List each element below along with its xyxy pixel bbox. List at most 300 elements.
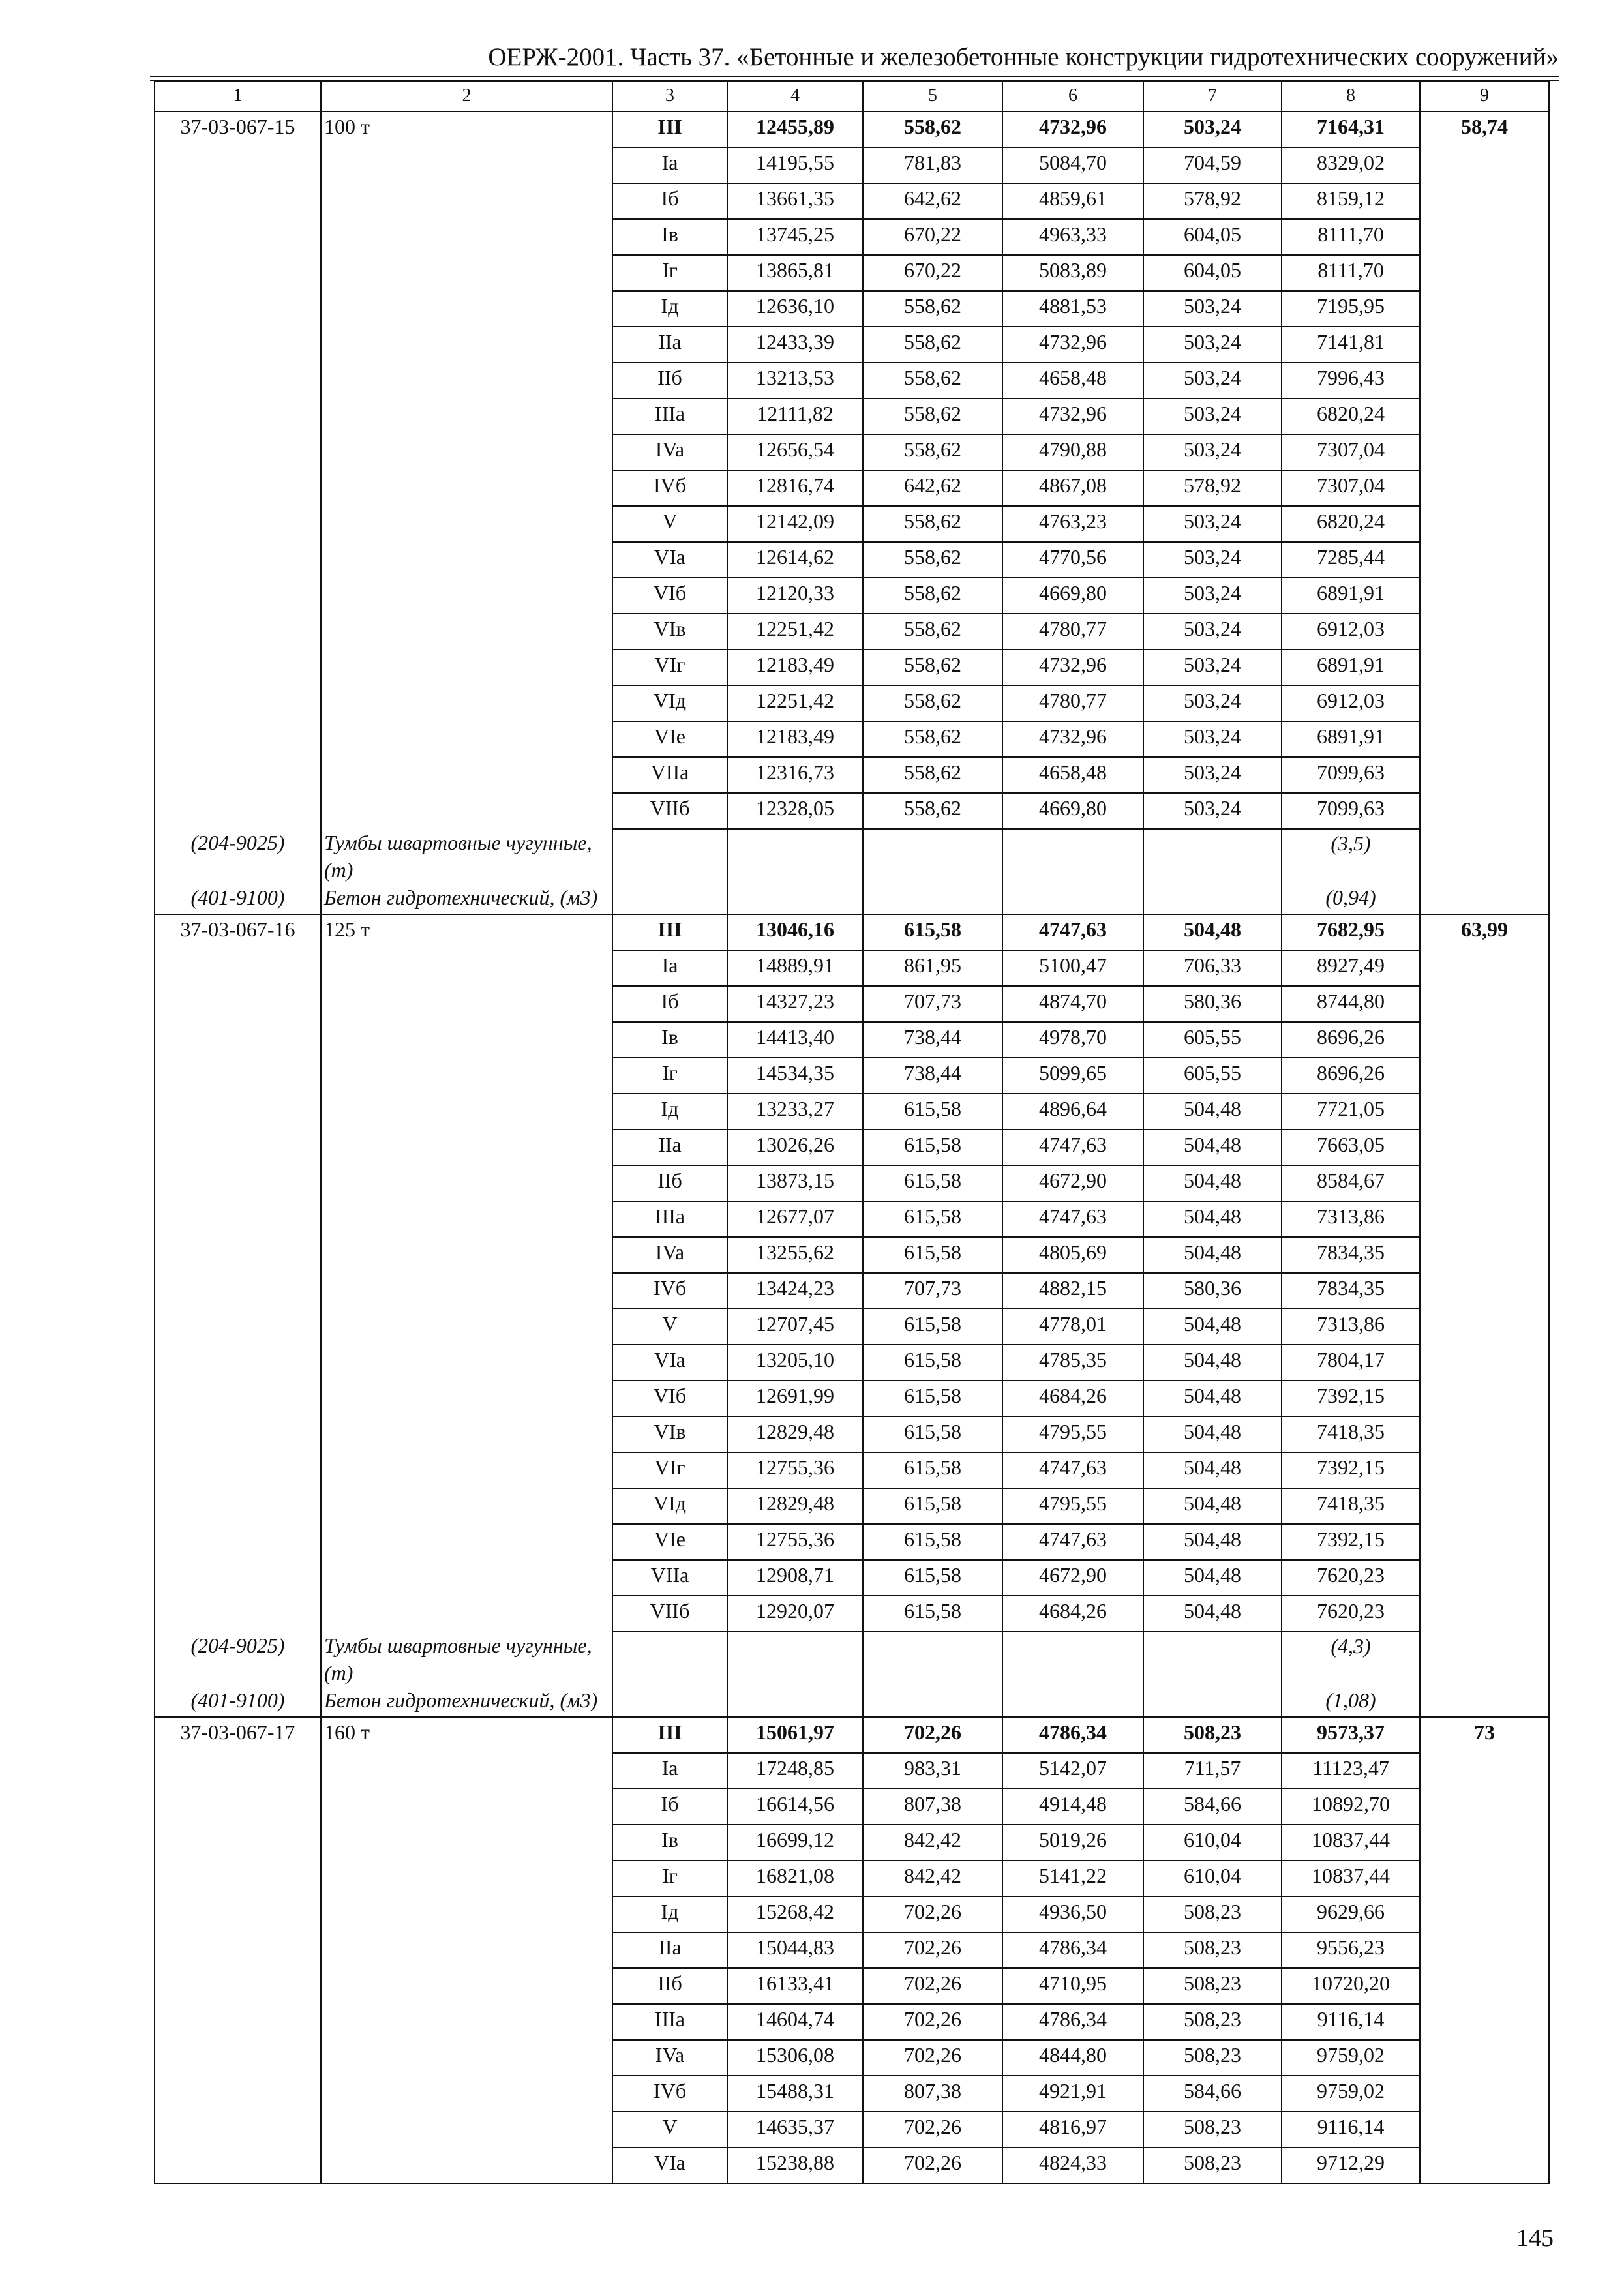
- zone-cell: IVa: [612, 1237, 727, 1273]
- value-cell: 12656,54: [727, 434, 863, 470]
- value-cell: 5019,26: [1002, 1825, 1143, 1861]
- table-cell: [155, 255, 321, 291]
- table-cell: [321, 219, 612, 255]
- value-cell: 4710,95: [1002, 1968, 1143, 2004]
- resource-row: [155, 1632, 1549, 1686]
- value-cell: 4672,90: [1002, 1560, 1143, 1596]
- value-cell: 10892,70: [1282, 1789, 1420, 1825]
- value-cell: 4747,63: [1002, 1130, 1143, 1165]
- table-row: [155, 1237, 1549, 1273]
- table-cell: [321, 1058, 612, 1094]
- value-cell: 615,58: [863, 1416, 1002, 1452]
- table-row: [155, 147, 1549, 183]
- table-cell: [155, 2040, 321, 2076]
- table-row: [155, 1717, 1549, 1753]
- table-cell: [727, 829, 863, 884]
- value-cell: 504,48: [1143, 1165, 1282, 1201]
- table-row: [155, 219, 1549, 255]
- zone-cell: IIa: [612, 327, 727, 363]
- value-cell: 558,62: [863, 434, 1002, 470]
- value-cell: 504,48: [1143, 1416, 1282, 1452]
- value-cell: 12908,71: [727, 1560, 863, 1596]
- value-cell: 615,58: [863, 1201, 1002, 1237]
- zone-cell: IIIa: [612, 1201, 727, 1237]
- table-cell: [321, 1488, 612, 1524]
- value-cell: 558,62: [863, 578, 1002, 614]
- table-cell: [321, 1596, 612, 1632]
- table-row: [155, 1488, 1549, 1524]
- table-row: [155, 1381, 1549, 1416]
- table-cell: [1420, 1094, 1549, 1130]
- value-cell: 12829,48: [727, 1416, 863, 1452]
- table-cell: [155, 1488, 321, 1524]
- value-cell: 503,24: [1143, 112, 1282, 147]
- value-cell: 604,05: [1143, 219, 1282, 255]
- value-cell: 4747,63: [1002, 1201, 1143, 1237]
- table-cell: [1420, 2040, 1549, 2076]
- table-cell: [1420, 1932, 1549, 1968]
- value-cell: 702,26: [863, 1968, 1002, 2004]
- table-cell: [1420, 1416, 1549, 1452]
- table-row: [155, 434, 1549, 470]
- table-cell: [321, 1022, 612, 1058]
- value-cell: 5084,70: [1002, 147, 1143, 183]
- table-cell: [1420, 650, 1549, 685]
- value-cell: 558,62: [863, 793, 1002, 829]
- resource-name: Бетон гидротехнический, (м3): [321, 1686, 612, 1717]
- table-cell: [321, 255, 612, 291]
- value-cell: 9116,14: [1282, 2112, 1420, 2147]
- value-cell: 702,26: [863, 2112, 1002, 2147]
- value-cell: 578,92: [1143, 183, 1282, 219]
- table-row: [155, 578, 1549, 614]
- column-number: 9: [1420, 82, 1549, 112]
- table-row: [155, 1165, 1549, 1201]
- table-cell: [321, 1345, 612, 1381]
- value-cell: 807,38: [863, 1789, 1002, 1825]
- table-cell: [1420, 219, 1549, 255]
- value-cell: 508,23: [1143, 2112, 1282, 2147]
- table-cell: [321, 1861, 612, 1896]
- column-number: 5: [863, 82, 1002, 112]
- zone-cell: IVa: [612, 434, 727, 470]
- value-cell: 615,58: [863, 1524, 1002, 1560]
- value-cell: 610,04: [1143, 1825, 1282, 1861]
- value-cell: 4747,63: [1002, 1452, 1143, 1488]
- table-cell: [1420, 1201, 1549, 1237]
- value-cell: 504,48: [1143, 1381, 1282, 1416]
- value-cell: 4859,61: [1002, 183, 1143, 219]
- table-cell: [321, 1273, 612, 1309]
- table-cell: [1420, 147, 1549, 183]
- table-cell: [1420, 506, 1549, 542]
- value-cell: 584,66: [1143, 2076, 1282, 2112]
- table-cell: [1420, 1237, 1549, 1273]
- zone-cell: IVa: [612, 2040, 727, 2076]
- value-cell: 503,24: [1143, 542, 1282, 578]
- labor-value: 73: [1420, 1717, 1549, 1753]
- table-cell: [612, 829, 727, 884]
- value-cell: 4896,64: [1002, 1094, 1143, 1130]
- table-cell: [321, 1932, 612, 1968]
- value-cell: 5100,47: [1002, 950, 1143, 986]
- value-cell: 842,42: [863, 1861, 1002, 1896]
- table-cell: [1420, 1596, 1549, 1632]
- table-cell: [155, 986, 321, 1022]
- table-cell: [1420, 793, 1549, 829]
- table-cell: [727, 1632, 863, 1686]
- value-cell: 7620,23: [1282, 1560, 1420, 1596]
- table-cell: [321, 614, 612, 650]
- table-cell: [321, 2147, 612, 2183]
- value-cell: 642,62: [863, 470, 1002, 506]
- table-cell: [321, 327, 612, 363]
- value-cell: 615,58: [863, 1345, 1002, 1381]
- value-cell: 503,24: [1143, 398, 1282, 434]
- value-cell: 8696,26: [1282, 1022, 1420, 1058]
- table-cell: [155, 1896, 321, 1932]
- column-number: 6: [1002, 82, 1143, 112]
- value-cell: 670,22: [863, 255, 1002, 291]
- value-cell: 15238,88: [727, 2147, 863, 2183]
- table-row: [155, 1968, 1549, 2004]
- value-cell: 4669,80: [1002, 578, 1143, 614]
- table-cell: [155, 542, 321, 578]
- value-cell: 12707,45: [727, 1309, 863, 1345]
- table-cell: [155, 1452, 321, 1488]
- table-cell: [321, 1165, 612, 1201]
- table-cell: [863, 1632, 1002, 1686]
- table-cell: [155, 1560, 321, 1596]
- table-row: [155, 1896, 1549, 1932]
- table-row: [155, 1022, 1549, 1058]
- rate-name: 100 т: [321, 112, 612, 147]
- value-cell: 4770,56: [1002, 542, 1143, 578]
- value-cell: 7418,35: [1282, 1488, 1420, 1524]
- value-cell: 7285,44: [1282, 542, 1420, 578]
- value-cell: 503,24: [1143, 578, 1282, 614]
- value-cell: 503,24: [1143, 434, 1282, 470]
- value-cell: 12455,89: [727, 112, 863, 147]
- value-cell: 12316,73: [727, 757, 863, 793]
- table-cell: [155, 650, 321, 685]
- value-cell: 7164,31: [1282, 112, 1420, 147]
- value-cell: 4963,33: [1002, 219, 1143, 255]
- value-cell: 14534,35: [727, 1058, 863, 1094]
- value-cell: 12433,39: [727, 327, 863, 363]
- table-cell: [1143, 1686, 1282, 1717]
- value-cell: 12636,10: [727, 291, 863, 327]
- value-cell: 504,48: [1143, 1345, 1282, 1381]
- table-cell: [1420, 542, 1549, 578]
- value-cell: 4684,26: [1002, 1381, 1143, 1416]
- value-cell: 7996,43: [1282, 363, 1420, 398]
- table-row: [155, 1273, 1549, 1309]
- value-cell: 4672,90: [1002, 1165, 1143, 1201]
- value-cell: 842,42: [863, 1825, 1002, 1861]
- table-cell: [321, 793, 612, 829]
- value-cell: 13255,62: [727, 1237, 863, 1273]
- table-cell: [155, 363, 321, 398]
- column-number: 8: [1282, 82, 1420, 112]
- zone-cell: Iб: [612, 1789, 727, 1825]
- table-cell: [1420, 986, 1549, 1022]
- table-cell: [321, 1560, 612, 1596]
- value-cell: 7834,35: [1282, 1237, 1420, 1273]
- zone-cell: Iв: [612, 1022, 727, 1058]
- table-row: [155, 1753, 1549, 1789]
- value-cell: 508,23: [1143, 2004, 1282, 2040]
- table-cell: [1420, 255, 1549, 291]
- table-cell: [612, 1686, 727, 1717]
- table-row: [155, 1932, 1549, 1968]
- value-cell: 508,23: [1143, 1717, 1282, 1753]
- value-cell: 508,23: [1143, 1968, 1282, 2004]
- zone-cell: VIг: [612, 650, 727, 685]
- value-cell: 605,55: [1143, 1058, 1282, 1094]
- column-number: 7: [1143, 82, 1282, 112]
- table-cell: [155, 147, 321, 183]
- value-cell: 558,62: [863, 685, 1002, 721]
- value-cell: 615,58: [863, 1488, 1002, 1524]
- table-row: [155, 721, 1549, 757]
- table-cell: [321, 542, 612, 578]
- table-row: [155, 398, 1549, 434]
- value-cell: 504,48: [1143, 1488, 1282, 1524]
- value-cell: 4978,70: [1002, 1022, 1143, 1058]
- table-cell: [1420, 434, 1549, 470]
- value-cell: 7099,63: [1282, 793, 1420, 829]
- value-cell: 12920,07: [727, 1596, 863, 1632]
- table-cell: [155, 434, 321, 470]
- value-cell: 4669,80: [1002, 793, 1143, 829]
- table-cell: [1420, 1861, 1549, 1896]
- table-cell: [155, 1058, 321, 1094]
- table-row: [155, 1416, 1549, 1452]
- value-cell: 16133,41: [727, 1968, 863, 2004]
- rate-name: 125 т: [321, 914, 612, 950]
- zone-cell: IIIa: [612, 398, 727, 434]
- table-row: [155, 542, 1549, 578]
- zone-cell: IIб: [612, 1968, 727, 2004]
- table-cell: [612, 1632, 727, 1686]
- table-cell: [321, 183, 612, 219]
- table-cell: [1002, 1632, 1143, 1686]
- table-row: [155, 363, 1549, 398]
- table-cell: [1420, 1345, 1549, 1381]
- value-cell: 7418,35: [1282, 1416, 1420, 1452]
- value-cell: 615,58: [863, 1452, 1002, 1488]
- table-cell: [321, 1789, 612, 1825]
- value-cell: 15268,42: [727, 1896, 863, 1932]
- table-cell: [1420, 2004, 1549, 2040]
- value-cell: 14195,55: [727, 147, 863, 183]
- value-cell: 12677,07: [727, 1201, 863, 1237]
- table-cell: [155, 1416, 321, 1452]
- table-cell: [321, 291, 612, 327]
- value-cell: 7804,17: [1282, 1345, 1420, 1381]
- table-cell: [155, 950, 321, 986]
- table-cell: [727, 1686, 863, 1717]
- resource-value: (3,5): [1282, 829, 1420, 884]
- table-row: [155, 183, 1549, 219]
- table-cell: [1420, 327, 1549, 363]
- value-cell: 8927,49: [1282, 950, 1420, 986]
- value-cell: 504,48: [1143, 1201, 1282, 1237]
- value-cell: 504,48: [1143, 1309, 1282, 1345]
- value-cell: 670,22: [863, 219, 1002, 255]
- table-cell: [1420, 1130, 1549, 1165]
- value-cell: 4747,63: [1002, 914, 1143, 950]
- table-cell: [155, 1596, 321, 1632]
- table-cell: [1420, 291, 1549, 327]
- value-cell: 7392,15: [1282, 1524, 1420, 1560]
- table-cell: [155, 2112, 321, 2147]
- value-cell: 604,05: [1143, 255, 1282, 291]
- value-cell: 12142,09: [727, 506, 863, 542]
- table-cell: [321, 1524, 612, 1560]
- value-cell: 5083,89: [1002, 255, 1143, 291]
- value-cell: 558,62: [863, 721, 1002, 757]
- table-cell: [321, 1237, 612, 1273]
- resource-row: [155, 1686, 1549, 1717]
- table-cell: [1420, 363, 1549, 398]
- value-cell: 4785,35: [1002, 1345, 1143, 1381]
- table-row: [155, 506, 1549, 542]
- table-cell: [155, 685, 321, 721]
- value-cell: 15306,08: [727, 2040, 863, 2076]
- value-cell: 4780,77: [1002, 685, 1143, 721]
- value-cell: 9629,66: [1282, 1896, 1420, 1932]
- zone-cell: IIa: [612, 1932, 727, 1968]
- value-cell: 702,26: [863, 2040, 1002, 2076]
- value-cell: 14635,37: [727, 2112, 863, 2147]
- value-cell: 558,62: [863, 112, 1002, 147]
- table-cell: [155, 1022, 321, 1058]
- value-cell: 4824,33: [1002, 2147, 1143, 2183]
- table-cell: [321, 147, 612, 183]
- value-cell: 4790,88: [1002, 434, 1143, 470]
- zone-cell: VIIб: [612, 793, 727, 829]
- table-cell: [1420, 183, 1549, 219]
- value-cell: 14604,74: [727, 2004, 863, 2040]
- value-cell: 4732,96: [1002, 327, 1143, 363]
- zone-cell: Iд: [612, 1896, 727, 1932]
- zone-cell: III: [612, 914, 727, 950]
- table-row: [155, 1130, 1549, 1165]
- value-cell: 9556,23: [1282, 1932, 1420, 1968]
- value-cell: 13873,15: [727, 1165, 863, 1201]
- zone-cell: IIa: [612, 1130, 727, 1165]
- table-cell: [155, 1932, 321, 1968]
- value-cell: 503,24: [1143, 506, 1282, 542]
- table-cell: [155, 506, 321, 542]
- table-row: [155, 1058, 1549, 1094]
- table-cell: [155, 1094, 321, 1130]
- table-cell: [863, 829, 1002, 884]
- resource-row: [155, 829, 1549, 884]
- value-cell: 558,62: [863, 398, 1002, 434]
- value-cell: 16699,12: [727, 1825, 863, 1861]
- value-cell: 10720,20: [1282, 1968, 1420, 2004]
- value-cell: 4786,34: [1002, 1717, 1143, 1753]
- zone-cell: Ia: [612, 147, 727, 183]
- value-cell: 4816,97: [1002, 2112, 1143, 2147]
- table-row: [155, 2004, 1549, 2040]
- zone-cell: VIг: [612, 1452, 727, 1488]
- table-cell: [155, 219, 321, 255]
- value-cell: 578,92: [1143, 470, 1282, 506]
- table-row: [155, 1789, 1549, 1825]
- value-cell: 7682,95: [1282, 914, 1420, 950]
- value-cell: 14889,91: [727, 950, 863, 986]
- rate-code: 37-03-067-16: [155, 914, 321, 950]
- value-cell: 504,48: [1143, 1094, 1282, 1130]
- value-cell: 7307,04: [1282, 434, 1420, 470]
- page-header: ОЕРЖ-2001. Часть 37. «Бетонные и железобетонные конструкции гидротехнических сооружений»: [488, 43, 1559, 71]
- zone-cell: VIe: [612, 721, 727, 757]
- zone-cell: III: [612, 1717, 727, 1753]
- value-cell: 558,62: [863, 291, 1002, 327]
- table-row: [155, 685, 1549, 721]
- resource-value: (4,3): [1282, 1632, 1420, 1686]
- rate-name: 160 т: [321, 1717, 612, 1753]
- table-cell: [155, 1165, 321, 1201]
- table-cell: [155, 1968, 321, 2004]
- value-cell: 738,44: [863, 1022, 1002, 1058]
- table-cell: [155, 1825, 321, 1861]
- zone-cell: Ia: [612, 950, 727, 986]
- table-cell: [155, 1130, 321, 1165]
- value-cell: 9116,14: [1282, 2004, 1420, 2040]
- value-cell: 7099,63: [1282, 757, 1420, 793]
- labor-value: 58,74: [1420, 112, 1549, 147]
- value-cell: 7307,04: [1282, 470, 1420, 506]
- value-cell: 7721,05: [1282, 1094, 1420, 1130]
- value-cell: 8584,67: [1282, 1165, 1420, 1201]
- rates-table: [154, 81, 1550, 2184]
- table-cell: [155, 1345, 321, 1381]
- zone-cell: IVб: [612, 470, 727, 506]
- table-row: [155, 1452, 1549, 1488]
- value-cell: 580,36: [1143, 1273, 1282, 1309]
- header-rule: [150, 76, 1559, 77]
- table-cell: [321, 2040, 612, 2076]
- value-cell: 4881,53: [1002, 291, 1143, 327]
- table-cell: [1002, 829, 1143, 884]
- value-cell: 10837,44: [1282, 1861, 1420, 1896]
- zone-cell: V: [612, 506, 727, 542]
- value-cell: 7195,95: [1282, 291, 1420, 327]
- value-cell: 503,24: [1143, 650, 1282, 685]
- zone-cell: VIд: [612, 685, 727, 721]
- zone-cell: Iб: [612, 183, 727, 219]
- value-cell: 6820,24: [1282, 506, 1420, 542]
- table-cell: [155, 757, 321, 793]
- value-cell: 7663,05: [1282, 1130, 1420, 1165]
- table-cell: [1420, 685, 1549, 721]
- value-cell: 14413,40: [727, 1022, 863, 1058]
- zone-cell: IVб: [612, 2076, 727, 2112]
- value-cell: 16614,56: [727, 1789, 863, 1825]
- table-cell: [321, 578, 612, 614]
- zone-cell: VIe: [612, 1524, 727, 1560]
- table-cell: [321, 721, 612, 757]
- zone-cell: VIa: [612, 542, 727, 578]
- table-cell: [1420, 1753, 1549, 1789]
- value-cell: 12614,62: [727, 542, 863, 578]
- value-cell: 5141,22: [1002, 1861, 1143, 1896]
